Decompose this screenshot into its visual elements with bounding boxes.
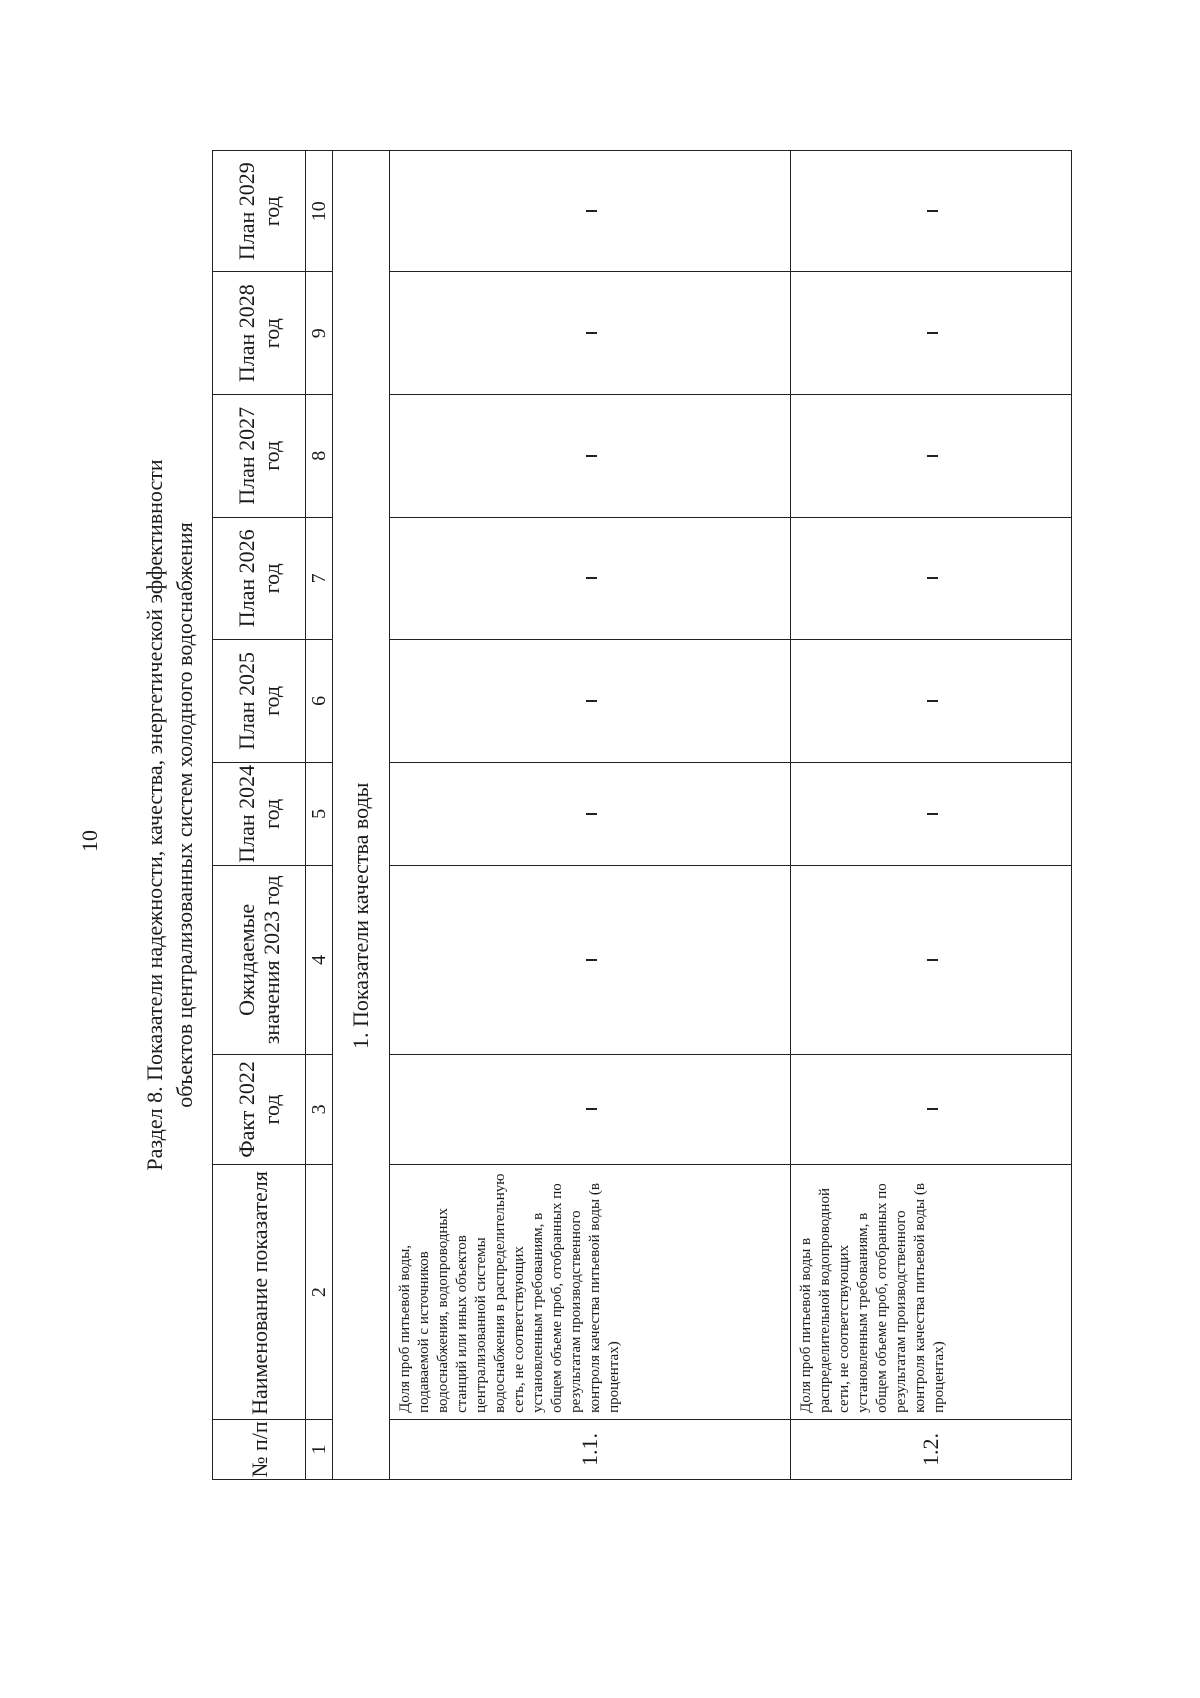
value-cell <box>791 1054 1072 1165</box>
title-line-2: объектов централизованных систем холодного водоснабжения <box>172 522 197 1108</box>
header-plan-2027: План 2027 год <box>213 394 306 517</box>
dash-mark <box>927 959 938 961</box>
value-cell <box>791 866 1072 1055</box>
page-number: 10 <box>77 830 102 852</box>
header-plan-2029: План 2029 год <box>213 151 306 272</box>
column-number: 6 <box>306 640 333 763</box>
dash-mark <box>927 813 938 815</box>
column-number: 1 <box>306 1419 333 1479</box>
value-cell <box>390 1054 791 1165</box>
value-cell <box>791 640 1072 763</box>
column-number: 3 <box>306 1054 333 1165</box>
column-number-row <box>306 151 333 1480</box>
header-plan-2028: План 2028 год <box>213 272 306 395</box>
table-row <box>390 151 791 1480</box>
dash-mark <box>586 210 597 212</box>
rotated-sheet <box>140 150 1100 1480</box>
column-number: 2 <box>306 1165 333 1420</box>
dash-mark <box>586 813 597 815</box>
value-cell <box>390 866 791 1055</box>
indicator-name: Доля проб питьевой воды в распределительной водопроводной сети, не соответствующих установленным требованиям, в общем объеме проб, отобранных по результатам производственного контроля качества питьевой воды (в процентах) <box>791 1165 1072 1420</box>
header-num: № п/п <box>213 1419 306 1479</box>
header-row <box>213 151 306 1480</box>
row-number: 1.1. <box>390 1419 791 1479</box>
value-cell <box>390 394 791 517</box>
header-fact-2022: Факт 2022 год <box>213 1054 306 1165</box>
header-plan-2025: План 2025 год <box>213 640 306 763</box>
dash-mark <box>586 1108 597 1110</box>
column-number: 7 <box>306 517 333 640</box>
row-number: 1.2. <box>791 1419 1072 1479</box>
dash-mark <box>586 577 597 579</box>
value-cell <box>390 272 791 395</box>
column-number: 9 <box>306 272 333 395</box>
dash-mark <box>927 332 938 334</box>
dash-mark <box>927 1108 938 1110</box>
value-cell <box>791 517 1072 640</box>
dash-mark <box>586 959 597 961</box>
header-name: Наименование показателя <box>213 1165 306 1420</box>
dash-mark <box>927 455 938 457</box>
section-row <box>333 151 390 1480</box>
column-number: 5 <box>306 762 333 865</box>
table-row <box>791 151 1072 1480</box>
value-cell <box>791 394 1072 517</box>
value-cell <box>791 151 1072 272</box>
indicators-table <box>212 150 1072 1480</box>
value-cell <box>390 517 791 640</box>
dash-mark <box>586 332 597 334</box>
section-title <box>140 150 200 1480</box>
header-plan-2024: План 2024 год <box>213 762 306 865</box>
value-cell <box>791 272 1072 395</box>
header-expected-2023: Ожидаемые значения 2023 год <box>213 866 306 1055</box>
dash-mark <box>586 455 597 457</box>
dash-mark <box>927 700 938 702</box>
title-line-1: Раздел 8. Показатели надежности, качества, энергетической эффективности <box>142 459 167 1171</box>
indicator-name: Доля проб питьевой воды, подаваемой с источников водоснабжения, водопроводных станций или иных объектов централизованной системы водоснабжения в распределительную сеть, не соответствующих установленным требованиям, в общем объеме проб, отобранных по результатам производственного контроля качества питьевой воды (в процентах) <box>390 1165 791 1420</box>
section-cell <box>333 151 390 1480</box>
value-cell <box>791 762 1072 865</box>
dash-mark <box>586 700 597 702</box>
column-number: 4 <box>306 866 333 1055</box>
column-number: 10 <box>306 151 333 272</box>
section-label: 1. Показатели качества воды <box>348 782 373 1049</box>
value-cell <box>390 151 791 272</box>
dash-mark <box>927 577 938 579</box>
value-cell <box>390 640 791 763</box>
dash-mark <box>927 210 938 212</box>
header-plan-2026: План 2026 год <box>213 517 306 640</box>
value-cell <box>390 762 791 865</box>
column-number: 8 <box>306 394 333 517</box>
